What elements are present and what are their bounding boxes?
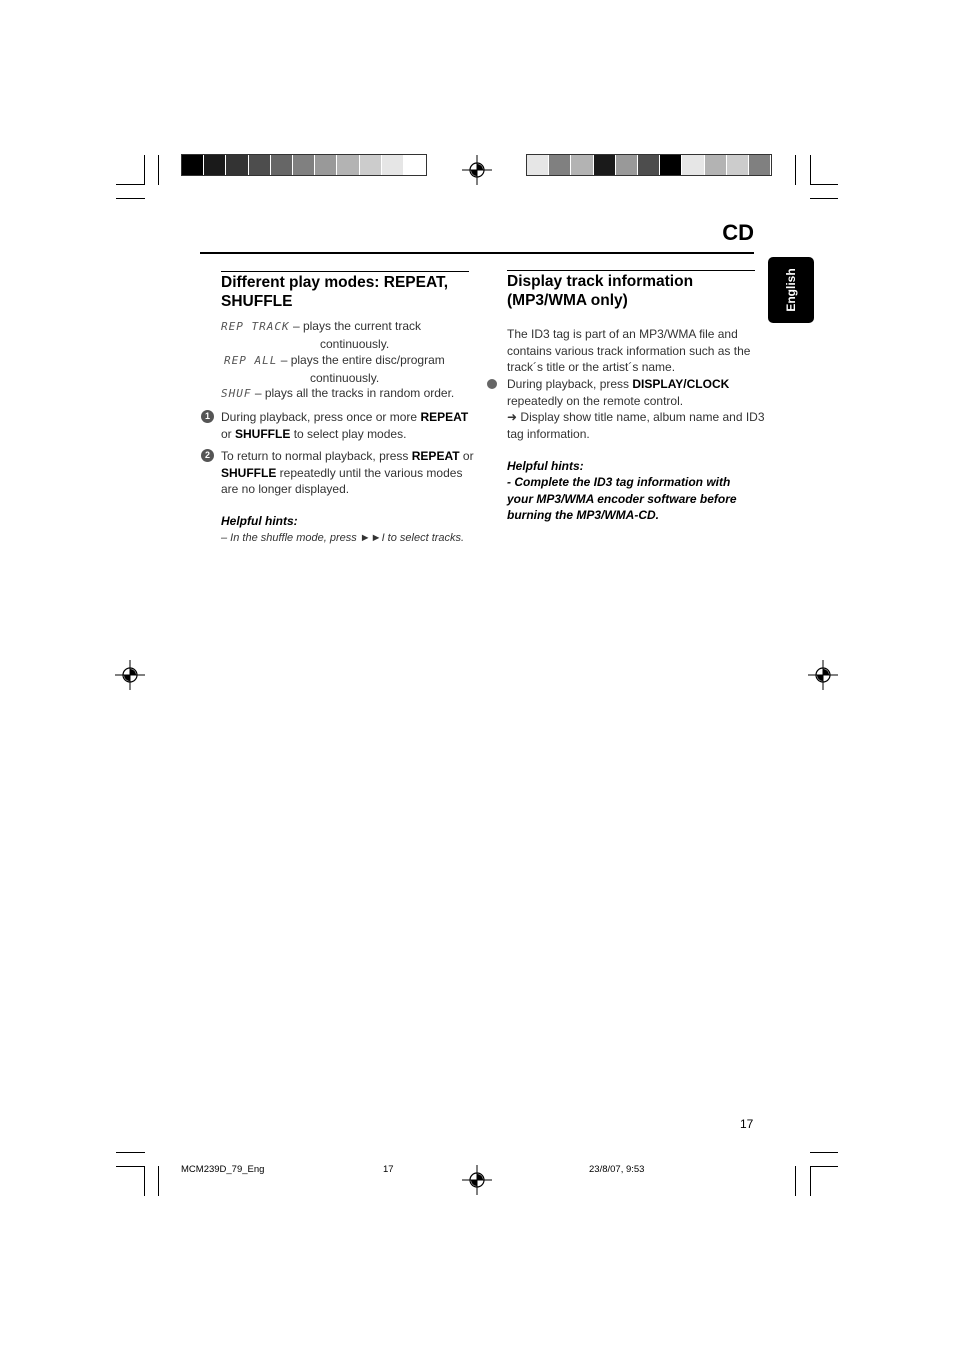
text: are no longer displayed. [221,482,350,496]
color-swatch [571,155,593,175]
color-swatch [293,155,315,175]
color-swatch [404,155,426,175]
left-heading-line1: Different play modes: REPEAT, [221,274,449,291]
crop-mark [810,184,838,185]
keyword-shuffle: SHUFFLE [221,465,277,480]
registration-mark-icon [808,660,838,690]
text: The ID3 tag is part of an MP3/WMA file and [507,327,738,341]
color-calibration-bar-left [181,154,427,176]
crop-mark [810,1152,838,1153]
keyword-display-clock: DISPLAY/CLOCK [632,377,730,391]
keyword-repeat: REPEAT [411,449,460,463]
registration-mark-icon [115,660,145,690]
crop-mark [144,1166,145,1196]
crop-mark [116,198,145,199]
registration-mark-icon [462,1165,492,1195]
keyword-shuffle: SHUFFLE [235,426,291,441]
color-swatch [382,155,404,175]
left-heading-line2: SHUFFLE [221,293,293,310]
text: - Complete the ID3 tag information with [507,475,731,489]
bullet-dot-icon [487,379,497,389]
step-2-text [221,448,481,498]
color-swatch [226,155,248,175]
color-swatch [204,155,226,175]
right-hints [507,474,767,524]
lcd-text: SHUF [221,387,252,400]
language-tab-label: English [784,268,798,312]
text: repeatedly until the various modes [276,465,463,480]
text: To return to normal playback, press [221,449,412,463]
text: track´s title or the artist´s name. [507,360,676,374]
mode-description-cont: continuously. [320,336,390,351]
crop-mark [810,155,811,185]
mode-description: – plays the entire disc/program [277,353,445,367]
step-number-2: 2 [201,449,214,462]
crop-mark [116,1152,145,1153]
color-swatch [337,155,359,175]
header-rule [200,252,754,254]
color-swatch [594,155,616,175]
page-number: 17 [740,1117,754,1131]
color-swatch [616,155,638,175]
crop-mark [795,1166,796,1196]
right-hints-title: Helpful hints: [507,459,584,473]
left-hint: – In the shuffle mode, press ►►I to select tracks. [221,532,465,544]
text: to select play modes. [290,426,407,441]
mode-rep-all [224,352,484,386]
mode-description: – plays all the tracks in random order. [251,386,455,400]
text: Display show title name, album name and ID3 [517,410,765,424]
right-heading-line2a: (MP3/WMA [507,292,587,309]
lcd-text: REP TRACK [221,320,290,333]
text: or [221,426,236,441]
color-calibration-bar-right [526,154,772,176]
text: your MP3/WMA encoder software before [507,491,737,506]
lcd-text: REP ALL [224,354,278,367]
color-swatch [182,155,204,175]
section-title: CD [722,220,754,245]
right-heading [507,272,757,310]
crop-mark [158,1166,159,1196]
crop-mark [144,155,145,185]
color-swatch [549,155,571,175]
color-swatch [705,155,727,175]
color-swatch [749,155,771,175]
color-swatch [315,155,337,175]
footer-date: 23/8/07, 9:53 [589,1164,645,1175]
text: tag information. [507,426,590,441]
text: burning the MP3/WMA-CD. [507,508,659,522]
crop-mark [158,155,159,185]
crop-mark [116,1166,145,1167]
color-swatch [727,155,749,175]
keyword-repeat: REPEAT [420,410,469,424]
column-rule [221,271,469,272]
color-swatch [527,155,549,175]
right-heading-line1: Display track information [507,273,694,290]
right-intro [507,326,767,376]
text: During playback, press [507,377,633,391]
language-tab [768,257,814,323]
step-number-1: 1 [201,410,214,423]
mode-rep-track [221,318,481,352]
column-rule [507,270,755,271]
crop-mark [810,1166,838,1167]
text: contains various track information such as the [507,343,751,358]
mode-description: – plays the current track [289,319,421,333]
crop-mark [795,155,796,185]
color-swatch [682,155,704,175]
registration-mark-icon [462,155,492,185]
mode-description-cont: continuously. [310,370,380,385]
color-swatch [360,155,382,175]
right-step-text [507,376,767,442]
color-swatch [660,155,682,175]
text: repeatedly on the remote control. [507,393,684,408]
left-heading [221,273,471,311]
text: During playback, press once or more [221,410,421,424]
mode-shuf [221,385,481,403]
step-1-text [221,409,481,442]
color-swatch [638,155,660,175]
left-hints-title: Helpful hints: [221,514,298,528]
color-swatch [249,155,271,175]
footer-file: MCM239D_79_Eng [181,1164,265,1175]
text: or [459,449,474,463]
color-swatch [271,155,293,175]
crop-mark [116,184,145,185]
crop-mark [810,198,838,199]
crop-mark [810,1166,811,1196]
right-heading-line2b: only) [586,292,628,309]
footer-page: 17 [383,1164,394,1175]
arrow-right-icon: ➜ [507,410,518,424]
